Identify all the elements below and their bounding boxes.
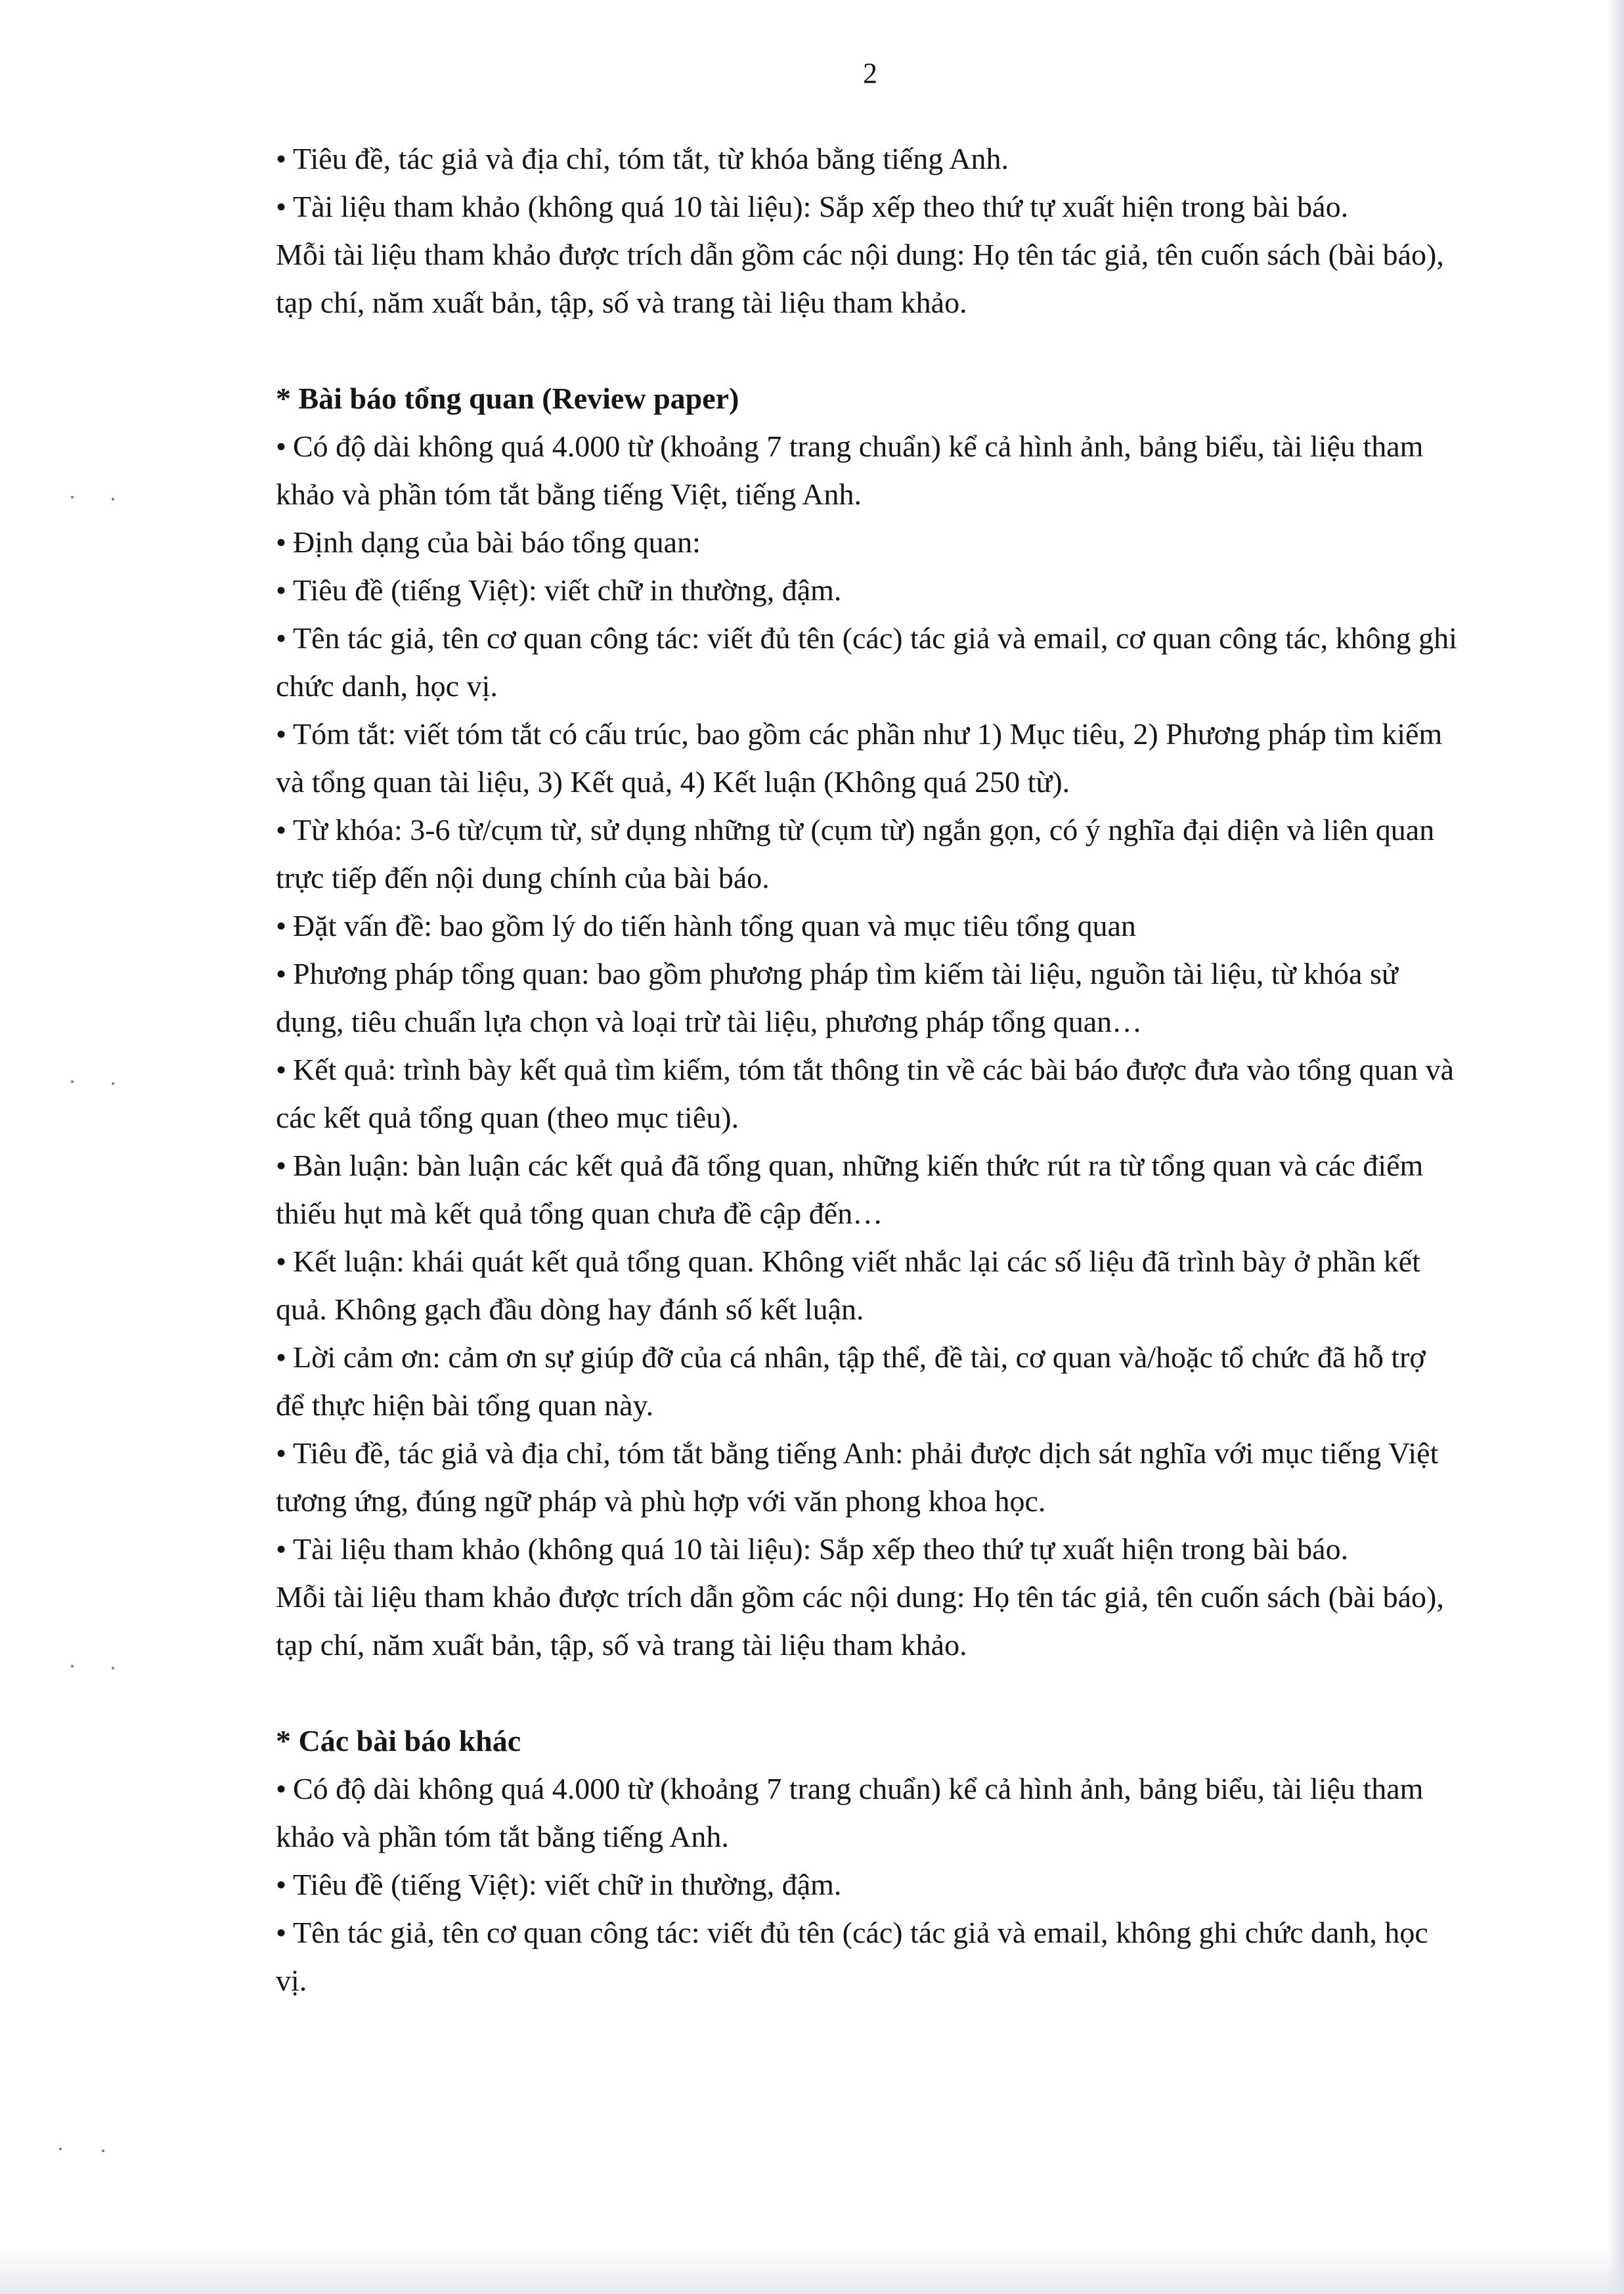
bullet-item [276,1525,1458,1573]
bullet-icon: • [276,190,287,223]
scan-bottom-shadow [0,2248,1624,2294]
paragraph: Mỗi tài liệu tham khảo được trích dẫn gồm các nội dung: Họ tên tác giả, tên cuốn sách (bài báo), tạp chí, năm xuất bản, tập, số và trang tài liệu tham khảo. [276,1580,1444,1662]
bullet-text: Từ khóa: 3-6 từ/cụm từ, sử dụng những từ (cụm từ) ngắn gọn, có ý nghĩa đại diện và liên quan trực tiếp đến nội dung chính của bài báo. [276,813,1435,894]
bullet-item [276,1908,1458,2004]
scan-speck [71,1665,74,1667]
page-number: 2 [863,57,877,89]
bullet-icon: • [276,1340,287,1374]
bullet-icon: • [276,717,287,751]
bullet-text: Kết quả: trình bày kết quả tìm kiếm, tóm tắt thông tin về các bài báo được đưa vào tổng quan và các kết quả tổng quan (theo mục tiêu). [276,1053,1455,1134]
bullet-text: Có độ dài không quá 4.000 từ (khoảng 7 trang chuẩn) kể cả hình ảnh, bảng biểu, tài liệu tham khảo và phần tóm tắt bằng tiếng Anh. [276,1772,1424,1853]
bullet-item [276,566,1458,614]
bullet-icon: • [276,957,287,990]
bullet-icon: • [276,430,287,463]
bullet-item [276,806,1458,902]
bullet-text: Bàn luận: bàn luận các kết quả đã tổng quan, những kiến thức rút ra từ tổng quan và các điểm thiếu hụt mà kết quả tổng quan chưa đề cập đến… [276,1149,1424,1230]
bullet-item [276,1861,1458,1908]
bullet-text: Tiêu đề, tác giả và địa chỉ, tóm tắt bằng tiếng Anh: phải được dịch sát nghĩa với mục tiếng Việt tương ứng, đúng ngữ pháp và phù hợp với văn phong khoa học. [276,1436,1439,1518]
scan-speck [112,498,114,500]
bullet-text: Tài liệu tham khảo (không quá 10 tài liệu): Sắp xếp theo thứ tự xuất hiện trong bài báo. [293,1532,1349,1566]
scan-edge-shadow [1607,0,1624,2294]
bullet-icon: • [276,573,287,607]
bullet-item [276,1141,1458,1237]
bullet-text: Định dạng của bài báo tổng quan: [293,525,701,559]
bullet-text: Đặt vấn đề: bao gồm lý do tiến hành tổng quan và mục tiêu tổng quan [293,909,1136,942]
bullet-item [276,710,1458,806]
bullet-item [276,183,1458,231]
bullet-item [276,135,1458,183]
bullet-text: Có độ dài không quá 4.000 từ (khoảng 7 trang chuẩn) kể cả hình ảnh, bảng biểu, tài liệu tham khảo và phần tóm tắt bằng tiếng Việt, tiếng Anh. [276,430,1424,511]
bullet-item [276,518,1458,566]
bullet-icon: • [276,1532,287,1566]
bullet-text: Tiêu đề, tác giả và địa chỉ, tóm tắt, từ khóa bằng tiếng Anh. [293,142,1009,175]
bullet-text: Tên tác giả, tên cơ quan công tác: viết đủ tên (các) tác giả và email, không ghi chức danh, học vị. [276,1916,1428,1997]
bullet-item [276,1046,1458,1141]
bullet-text: Tên tác giả, tên cơ quan công tác: viết đủ tên (các) tác giả và email, cơ quan công tác, không ghi chức danh, học vị. [276,621,1457,703]
bullet-item [276,422,1458,518]
bullet-icon: • [276,1436,287,1470]
bullet-icon: • [276,1868,287,1901]
section-heading-other-papers: * Các bài báo khác [276,1724,521,1757]
bullet-text: Tài liệu tham khảo (không quá 10 tài liệu): Sắp xếp theo thứ tự xuất hiện trong bài báo. [293,190,1349,223]
bullet-item [276,1237,1458,1333]
scan-speck [59,2148,62,2150]
bullet-icon: • [276,621,287,655]
scan-speck [71,496,74,498]
bullet-text: Tiêu đề (tiếng Việt): viết chữ in thường, đậm. [293,1868,842,1901]
bullet-text: Tóm tắt: viết tóm tắt có cấu trúc, bao gồm các phần như 1) Mục tiêu, 2) Phương pháp tìm kiếm và tổng quan tài liệu, 3) Kết quả, 4) Kết luận (Không quá 250 từ). [276,717,1443,799]
bullet-text: Tiêu đề (tiếng Việt): viết chữ in thường, đậm. [293,573,842,607]
bullet-icon: • [276,525,287,559]
bullet-item [276,1333,1458,1429]
bullet-icon: • [276,1053,287,1086]
bullet-item [276,902,1458,950]
section-heading-review-paper: * Bài báo tổng quan (Review paper) [276,382,739,415]
document-body [276,135,1458,2004]
scan-speck [112,1082,114,1085]
bullet-item [276,1429,1458,1525]
bullet-text: Lời cảm ơn: cảm ơn sự giúp đỡ của cá nhân, tập thể, đề tài, cơ quan và/hoặc tổ chức đã hỗ trợ để thực hiện bài tổng quan này. [276,1340,1426,1422]
bullet-item [276,614,1458,710]
bullet-icon: • [276,1245,287,1278]
scan-speck [112,1667,114,1669]
bullet-item [276,1765,1458,1861]
scan-speck [71,1080,74,1083]
paragraph: Mỗi tài liệu tham khảo được trích dẫn gồm các nội dung: Họ tên tác giả, tên cuốn sách (bài báo), tạp chí, năm xuất bản, tập, số và trang tài liệu tham khảo. [276,238,1444,319]
bullet-item [276,950,1458,1046]
bullet-text: Phương pháp tổng quan: bao gồm phương pháp tìm kiếm tài liệu, nguồn tài liệu, từ khóa sử dụng, tiêu chuẩn lựa chọn và loại trừ tài liệu, phương pháp tổng quan… [276,957,1398,1038]
bullet-icon: • [276,909,287,942]
bullet-icon: • [276,142,287,175]
bullet-icon: • [276,813,287,847]
scan-speck [102,2150,104,2152]
bullet-icon: • [276,1916,287,1949]
bullet-icon: • [276,1772,287,1805]
bullet-text: Kết luận: khái quát kết quả tổng quan. Không viết nhắc lại các số liệu đã trình bày ở phần kết quả. Không gạch đầu dòng hay đánh số kết luận. [276,1245,1420,1326]
bullet-icon: • [276,1149,287,1182]
